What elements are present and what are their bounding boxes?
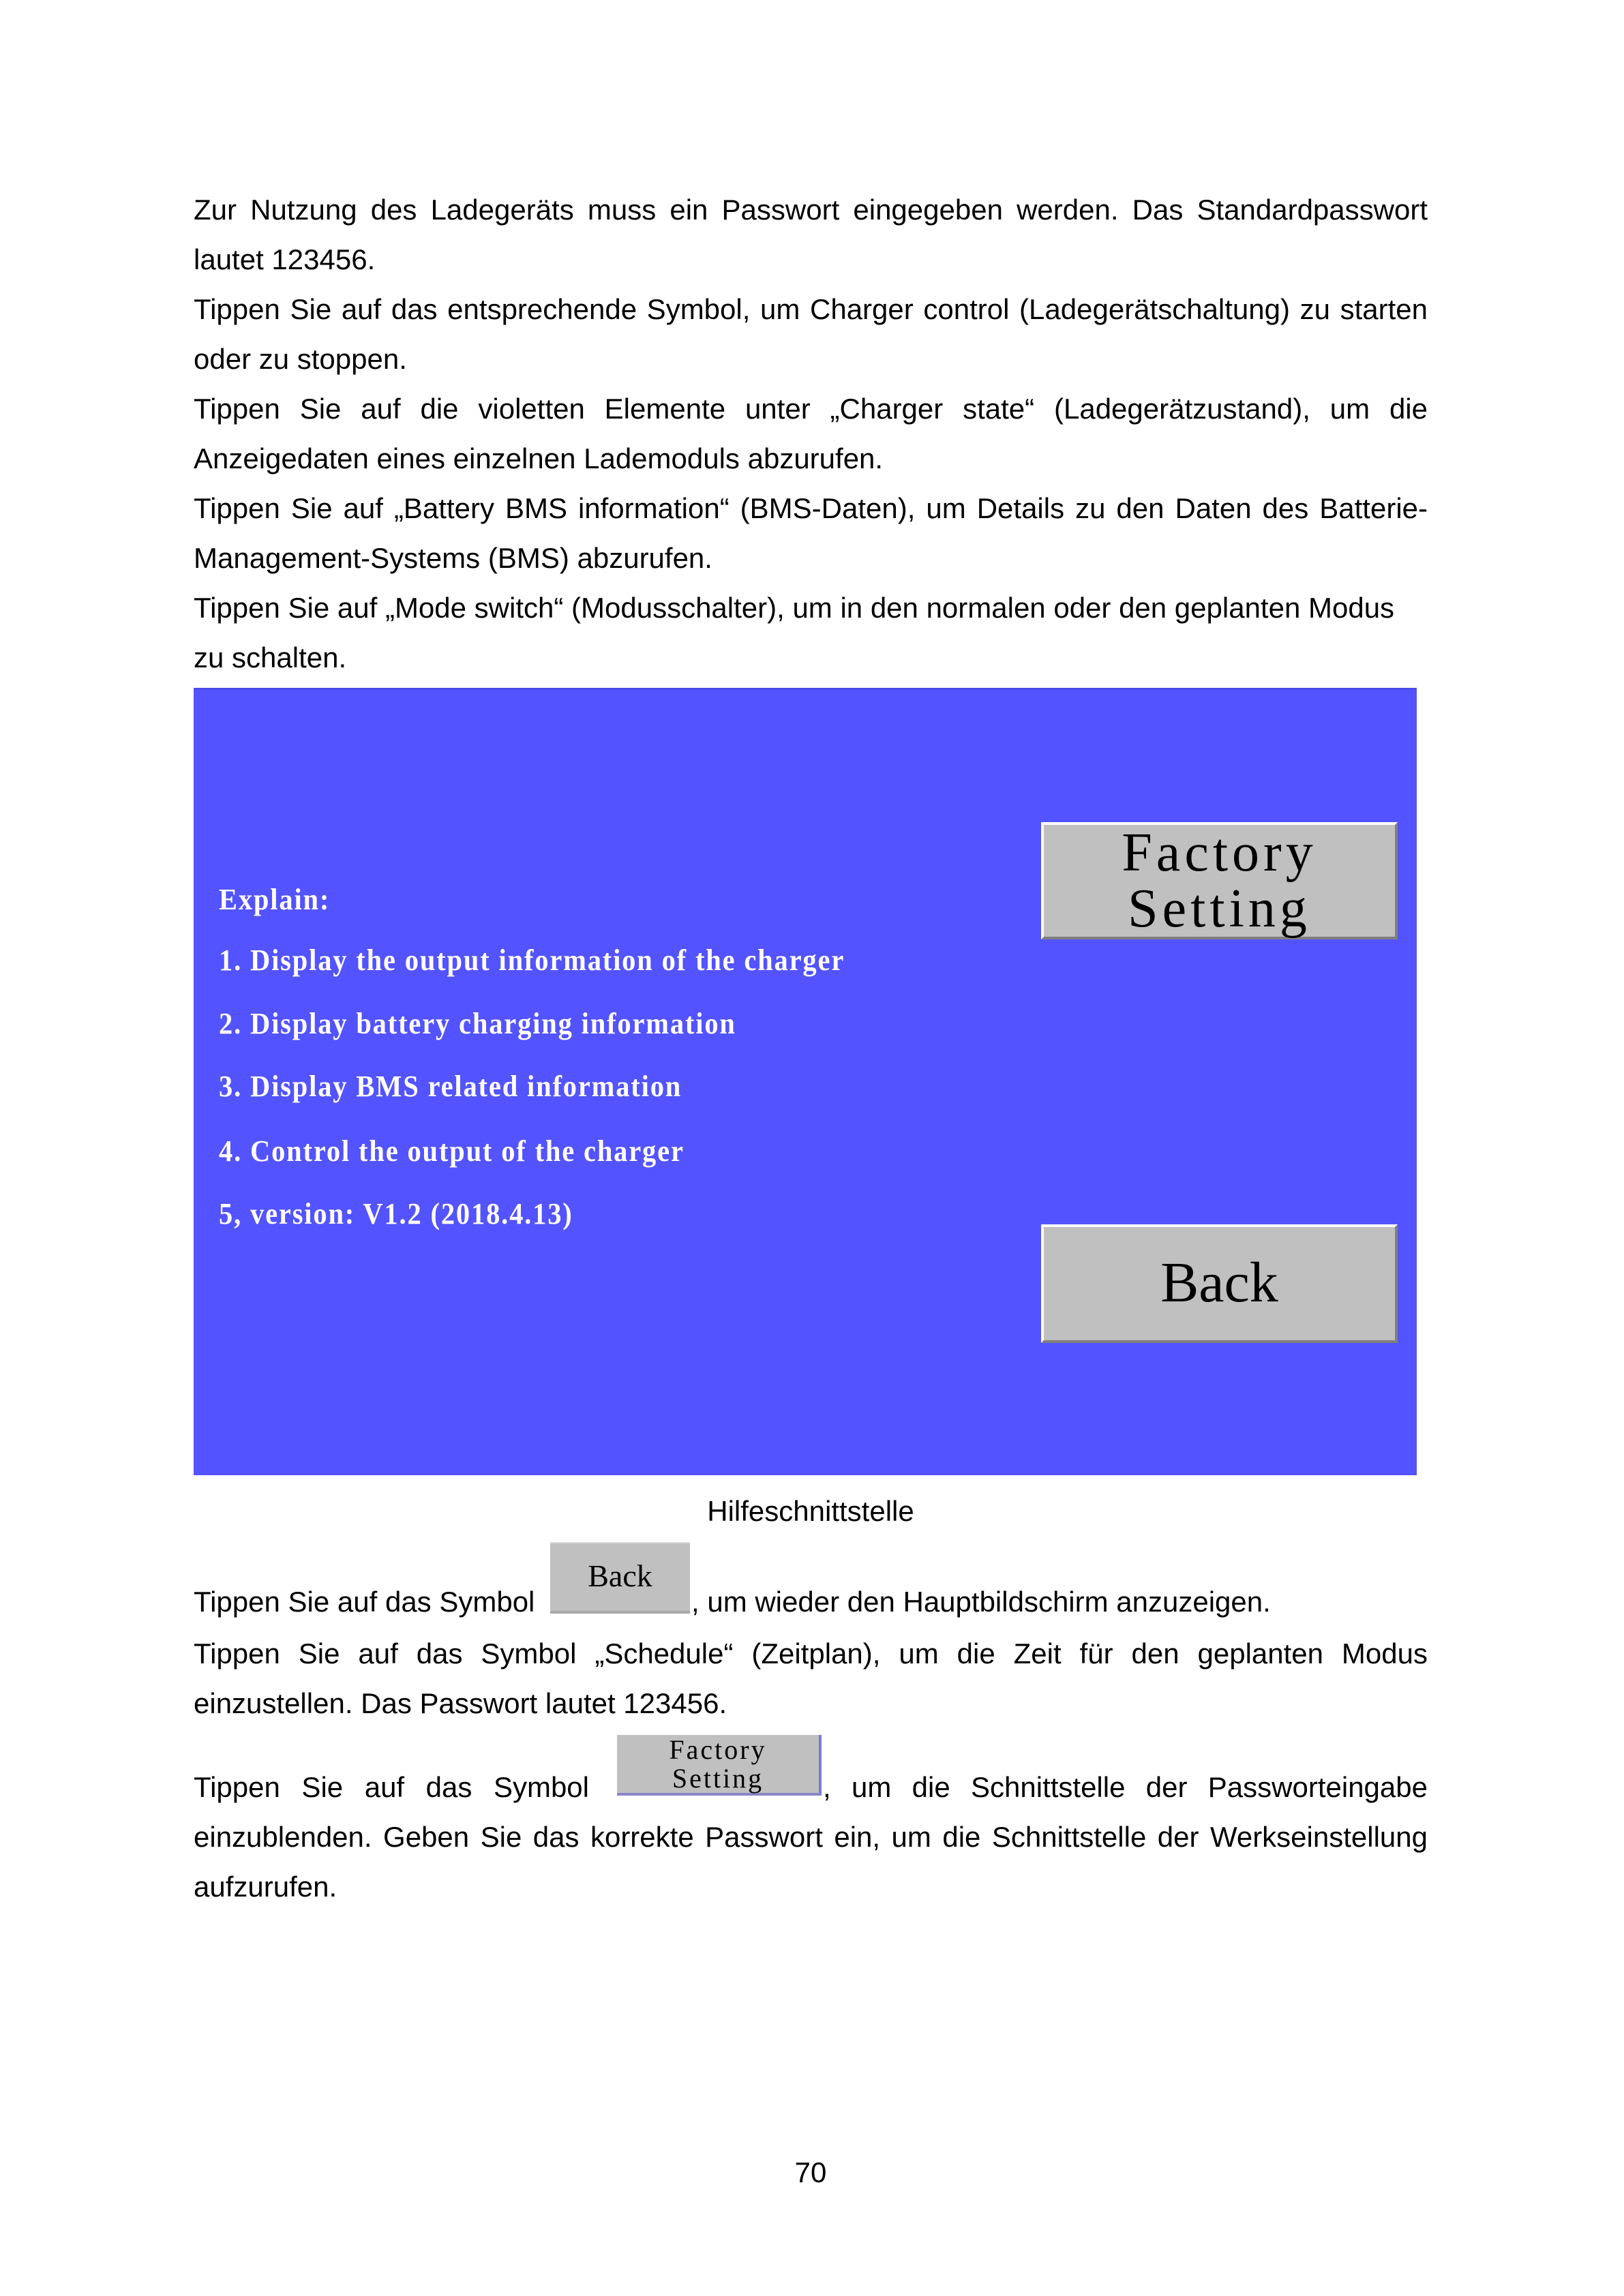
inline-back-label: Back [588, 1558, 652, 1593]
factory-setting-button[interactable] [1041, 822, 1398, 939]
help-screen-panel [194, 688, 1417, 1475]
schedule-line: einzustellen. Das Passwort lautet 123456. [194, 1687, 727, 1719]
factory-continuation-line: aufzurufen. [194, 1871, 337, 1903]
back-button-label: Back [1160, 1251, 1278, 1314]
factory-setting-label-line2: Setting [1128, 879, 1311, 939]
intro-line: Zur Nutzung des Ladegeräts muss ein Passwort eingegeben werden. Das Standardpasswort [194, 194, 1428, 226]
factory-instruction-before: Tippen Sie auf das Symbol [194, 1771, 589, 1803]
intro-line: oder zu stoppen. [194, 343, 407, 375]
inline-back-button-icon [550, 1542, 690, 1614]
explain-title: Explain: [219, 883, 331, 916]
figure-caption: Hilfeschnittstelle [707, 1495, 914, 1527]
intro-line: zu schalten. [194, 641, 347, 674]
inline-factory-setting-button-icon [617, 1735, 822, 1796]
intro-line: Tippen Sie auf das entsprechende Symbol, um Charger control (Ladegerätschaltung) zu starten [194, 293, 1428, 325]
intro-line: Management-Systems (BMS) abzurufen. [194, 542, 712, 574]
inline-factory-label-line2: Setting [672, 1763, 764, 1794]
back-instruction-before: Tippen Sie auf das Symbol [194, 1586, 535, 1618]
intro-line: Tippen Sie auf „Battery BMS information“ (BMS-Daten), um Details zu den Daten des Batterie- [194, 492, 1428, 524]
factory-continuation-line: einzublenden. Geben Sie das korrekte Passwort ein, um die Schnittstelle der Werkseinstellung [194, 1821, 1428, 1853]
version-info: 5, version: V1.2 (2018.4.13) [219, 1197, 573, 1230]
page-number: 70 [794, 2156, 827, 2188]
schedule-line: Tippen Sie auf das Symbol „Schedule“ (Zeitplan), um die Zeit für den geplanten Modus [194, 1637, 1428, 1670]
explain-item: 2. Display battery charging information [219, 1007, 736, 1040]
intro-line: lautet 123456. [194, 243, 376, 275]
back-button[interactable] [1041, 1224, 1398, 1343]
factory-instruction-after: , um die Schnittstelle der Passworteingabe [823, 1771, 1428, 1803]
factory-setting-label-line1: Factory [1122, 823, 1317, 883]
intro-line: Anzeigedaten eines einzelnen Lademoduls abzurufen. [194, 442, 884, 474]
intro-line: Tippen Sie auf „Mode switch“ (Modusschalter), um in den normalen oder den geplanten Modus [194, 592, 1395, 624]
explain-item: 1. Display the output information of the charger [219, 943, 845, 977]
back-instruction-after: , um wieder den Hauptbildschirm anzuzeigen. [691, 1586, 1271, 1618]
intro-line: Tippen Sie auf die violetten Elemente unter „Charger state“ (Ladegerätzustand), um die [194, 393, 1428, 425]
inline-factory-label-line1: Factory [669, 1734, 767, 1765]
explain-item: 3. Display BMS related information [219, 1070, 682, 1103]
explain-item: 4. Control the output of the charger [219, 1134, 685, 1168]
